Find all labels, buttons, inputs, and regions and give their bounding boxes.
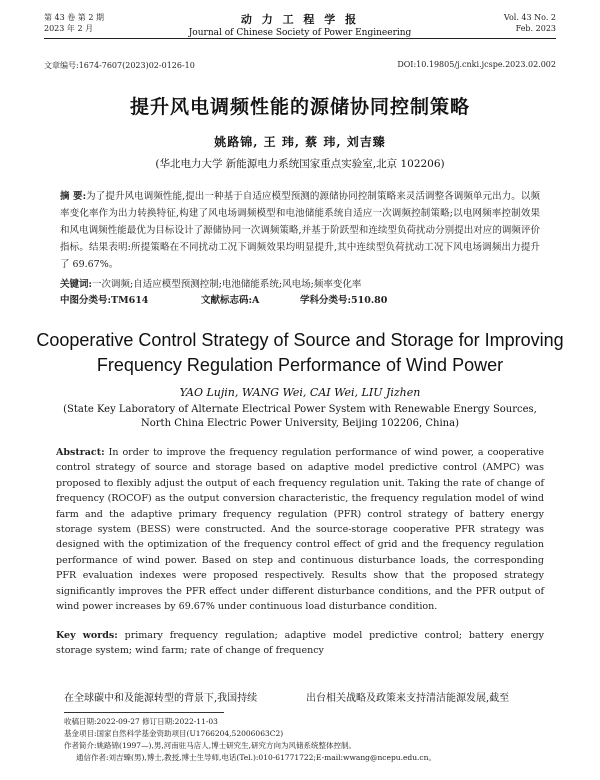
body-column-left: 在全球碳中和及能源转型的背景下,我国持续: [64, 693, 258, 704]
keywords-en: [56, 628, 544, 659]
header-rule: [44, 38, 556, 39]
keywords-en-text: primary frequency regulation; adaptive model predictive control; battery energy storage system; wind farm; rate of change of frequency: [56, 630, 544, 657]
title-en: [0, 328, 600, 378]
affiliation-en-line1: (State Key Laboratory of Alternate Electrical Power System with Renewable Energy Sources,: [63, 404, 537, 415]
clc-number: 中图分类号:TM614: [60, 295, 149, 306]
keywords-cn: [60, 276, 540, 293]
footnote-corresponding: 通信作者:刘吉臻(男),博士,教授,博士生导师,电话(Tel.):010-61771722;E-mail:wwang@ncepu.edu.cn。: [76, 753, 436, 762]
keywords-cn-label: 关键词:: [60, 279, 93, 290]
article-number: 文章编号:1674-7607(2023)02-0126-10: [44, 61, 195, 70]
title-cn: 提升风电调频性能的源储协同控制策略: [129, 96, 470, 118]
abstract-en-label: Abstract:: [56, 447, 105, 458]
footnotes: [64, 716, 436, 764]
authors-en: YAO Lujin, WANG Wei, CAI Wei, LIU Jizhen: [179, 386, 421, 399]
header-volume-issue-cn: 第 43 卷 第 2 期: [44, 13, 104, 22]
subject-code: 学科分类号:510.80: [300, 295, 388, 306]
abstract-cn: [60, 188, 540, 273]
header-date-cn: 2023 年 2 月: [44, 24, 94, 33]
abstract-en-text: In order to improve the frequency regulation performance of wind power, a cooperative control strategy of source and storage based on adaptive model predictive control (AMPC) was proposed to flexibly adjust the output of each frequency regulation unit. Taking the rate of change of frequency (ROCOF) as the output conversion characteristic, the frequency regulation model of wind farm and the adaptive primary frequency regulation (PFR) control strategy of battery energy storage system (BESS) were constructed. And the source-storage cooperative PFR strategy was designed with the optimization of the frequency control effect of grid and the frequency regulation performance of wind power. Based on step and continuous disturbance loads, the corresponding PFR evaluation indexes were proposed respectively. Results show that the proposed strategy significantly improves the PFR effect under different disturbance conditions, and the PFR output of wind power increases by 69.67% under continuous load disturbance condition.: [56, 447, 544, 613]
header-journal-cn: 动 力 工 程 学 报: [240, 13, 360, 26]
title-en-line1: Cooperative Control Strategy of Source and Storage for Improving: [36, 330, 564, 350]
keywords-cn-text: 一次调频;自适应模型预测控制;电池储能系统;风电场;频率变化率: [92, 279, 362, 290]
abstract-cn-label: 摘 要:: [60, 191, 87, 202]
document-code: 文献标志码:A: [201, 295, 260, 306]
footnote-rule: [64, 712, 224, 713]
footnote-fund: 基金项目:国家自然科学基金资助项目(U1766204,52006063C2): [64, 729, 284, 738]
doi: DOI:10.19805/j.cnki.jcspe.2023.02.002: [397, 60, 556, 69]
header-volume-en: [504, 12, 556, 34]
abstract-cn-text: 为了提升风电调频性能,提出一种基于自适应模型预测的源储协同控制策略来灵活调整各调频单元出力。以频率变化率作为出力转换特征,构建了风电场调频模型和电池储能系统自适应一次调频控制策略;以电网频率控制效果和风电调频性能最优为目标设计了源储协同一次调频策略,并基于阶跃型和连续型负荷扰动分别提出对应的调频评价指标。结果表明:所提策略在不同扰动工况下调频效果均明显提升,其中连续型负荷扰动工况下风电场调频出力提升了 69.67%。: [60, 191, 540, 270]
header-journal-en: Journal of Chinese Society of Power Engineering: [188, 28, 412, 38]
body-column-right: 出台相关战略及政策来支持清洁能源发展,截至: [306, 693, 510, 704]
title-en-line2: Frequency Regulation Performance of Wind Power: [96, 355, 504, 375]
affiliation-cn: (华北电力大学 新能源电力系统国家重点实验室,北京 102206): [155, 158, 445, 170]
affiliation-en: [0, 403, 600, 431]
footnote-received: 收稿日期:2022-09-27 修订日期:2022-11-03: [64, 717, 218, 726]
authors-cn: 姚路锦, 王 玮, 蔡 玮, 刘吉臻: [214, 135, 386, 149]
header-date-en: Feb. 2023: [515, 24, 556, 33]
footnote-author-bio: 作者简介:姚路锦(1997—),男,河南驻马店人,博士研究生,研究方向为风储系统整体控制。: [64, 741, 356, 750]
header-volume-issue-en: Vol. 43 No. 2: [503, 13, 556, 22]
keywords-en-label: Key words:: [56, 630, 118, 641]
affiliation-en-line2: North China Electric Power University, Beijing 102206, China): [141, 418, 459, 429]
abstract-en: [56, 445, 544, 614]
